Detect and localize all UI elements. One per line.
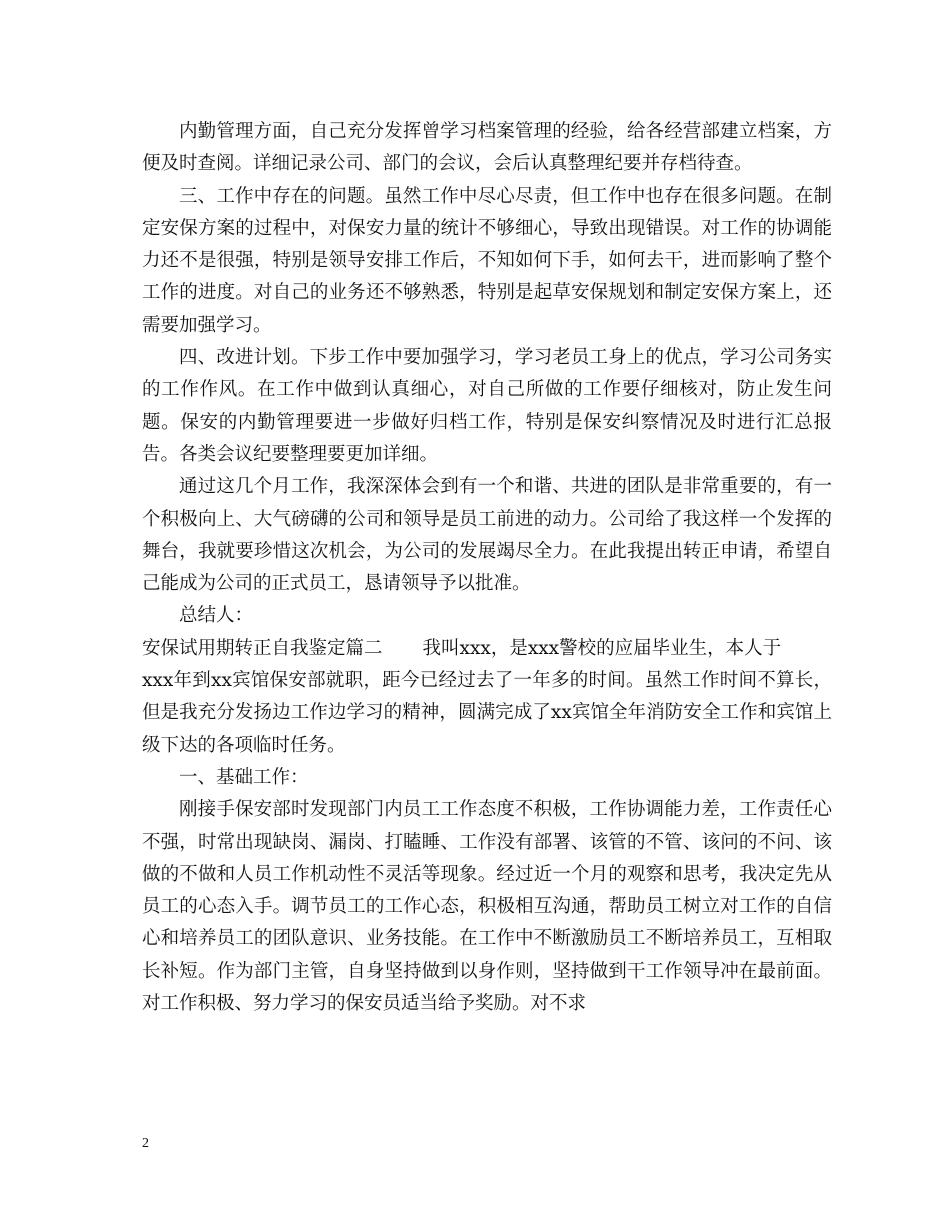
paragraph-internal-management: 内勤管理方面，自己充分发挥曾学习档案管理的经验，给各经营部建立档案，方便及时查阅。详细记录公司、部门的会议，会后认真整理纪要并存档待查。 [142,121,832,175]
page-number: 2 [142,1136,149,1151]
paragraph-improvement-plan: 四、改进计划。下步工作中要加强学习，学习老员工身上的优点，学习公司务实的工作作风。在工作中做到认真细心，对自己所做的工作要仔细核对，防止发生问题。保安的内勤管理要进一步做好归档工作，特别是保安纠察情况及时进行汇总报告。各类会议纪要整理要更加详细。 [142,347,832,465]
paragraph-section-intro-continued: xxx年到xx宾馆保安部就职，距今已经过去了一年多的时间。虽然工作时间不算长，但是我充分发扬边工作边学习的精神，圆满完成了xx宾馆全年消防安全工作和宾馆上级下达的各项临时任务。 [142,670,832,756]
section-heading-line [142,633,832,665]
document-body [142,116,832,1020]
paragraph-basic-work: 刚接手保安部时发现部门内员工工作态度不积极，工作协调能力差，工作责任心不强，时常出现缺岗、漏岗、打瞌睡、工作没有部署、该管的不管、该问的不问、该做的不做和人员工作机动性不灵活等现象。经过近一个月的观察和思考，我决定先从员工的心态入手。调节员工的工作心态，积极相互沟通，帮助员工树立对工作的自信心和培养员工的团队意识、业务技能。在工作中不断激励员工不断培养员工，互相取长补短。作为部门主管，自身坚持做到以身作则，坚持做到干工作领导冲在最前面。对工作积极、努力学习的保安员适当给予奖励。对不求 [142,799,832,1015]
section-intro: 我叫xxx，是xxx警校的应届毕业生，本人于 [422,637,782,659]
paragraph-existing-problems: 三、工作中存在的问题。虽然工作中尽心尽责，但工作中也存在很多问题。在制定安保方案的过程中，对保安力量的统计不够细心，导致出现错误。对工作的协调能力还不是很强，特别是领导安排工作后，不知如何下手，如何去干，进而影响了整个工作的进度。对自己的业务还不够熟悉，特别是起草安保规划和制定安保方案上，还需要加强学习。 [142,185,832,336]
paragraph-conclusion: 通过这几个月工作，我深深体会到有一个和谐、共进的团队是非常重要的，有一个积极向上、大气磅礴的公司和领导是员工前进的动力。公司给了我这样一个发挥的舞台，我就要珍惜这次机会，为公司的发展竭尽全力。在此我提出转正申请，希望自己能成为公司的正式员工，恳请领导予以批准。 [142,476,832,595]
paragraph-signature-label: 总结人： [179,605,254,627]
heading-basic-work: 一、基础工作： [179,766,309,788]
section-title: 安保试用期转正自我鉴定篇二 [142,637,383,659]
